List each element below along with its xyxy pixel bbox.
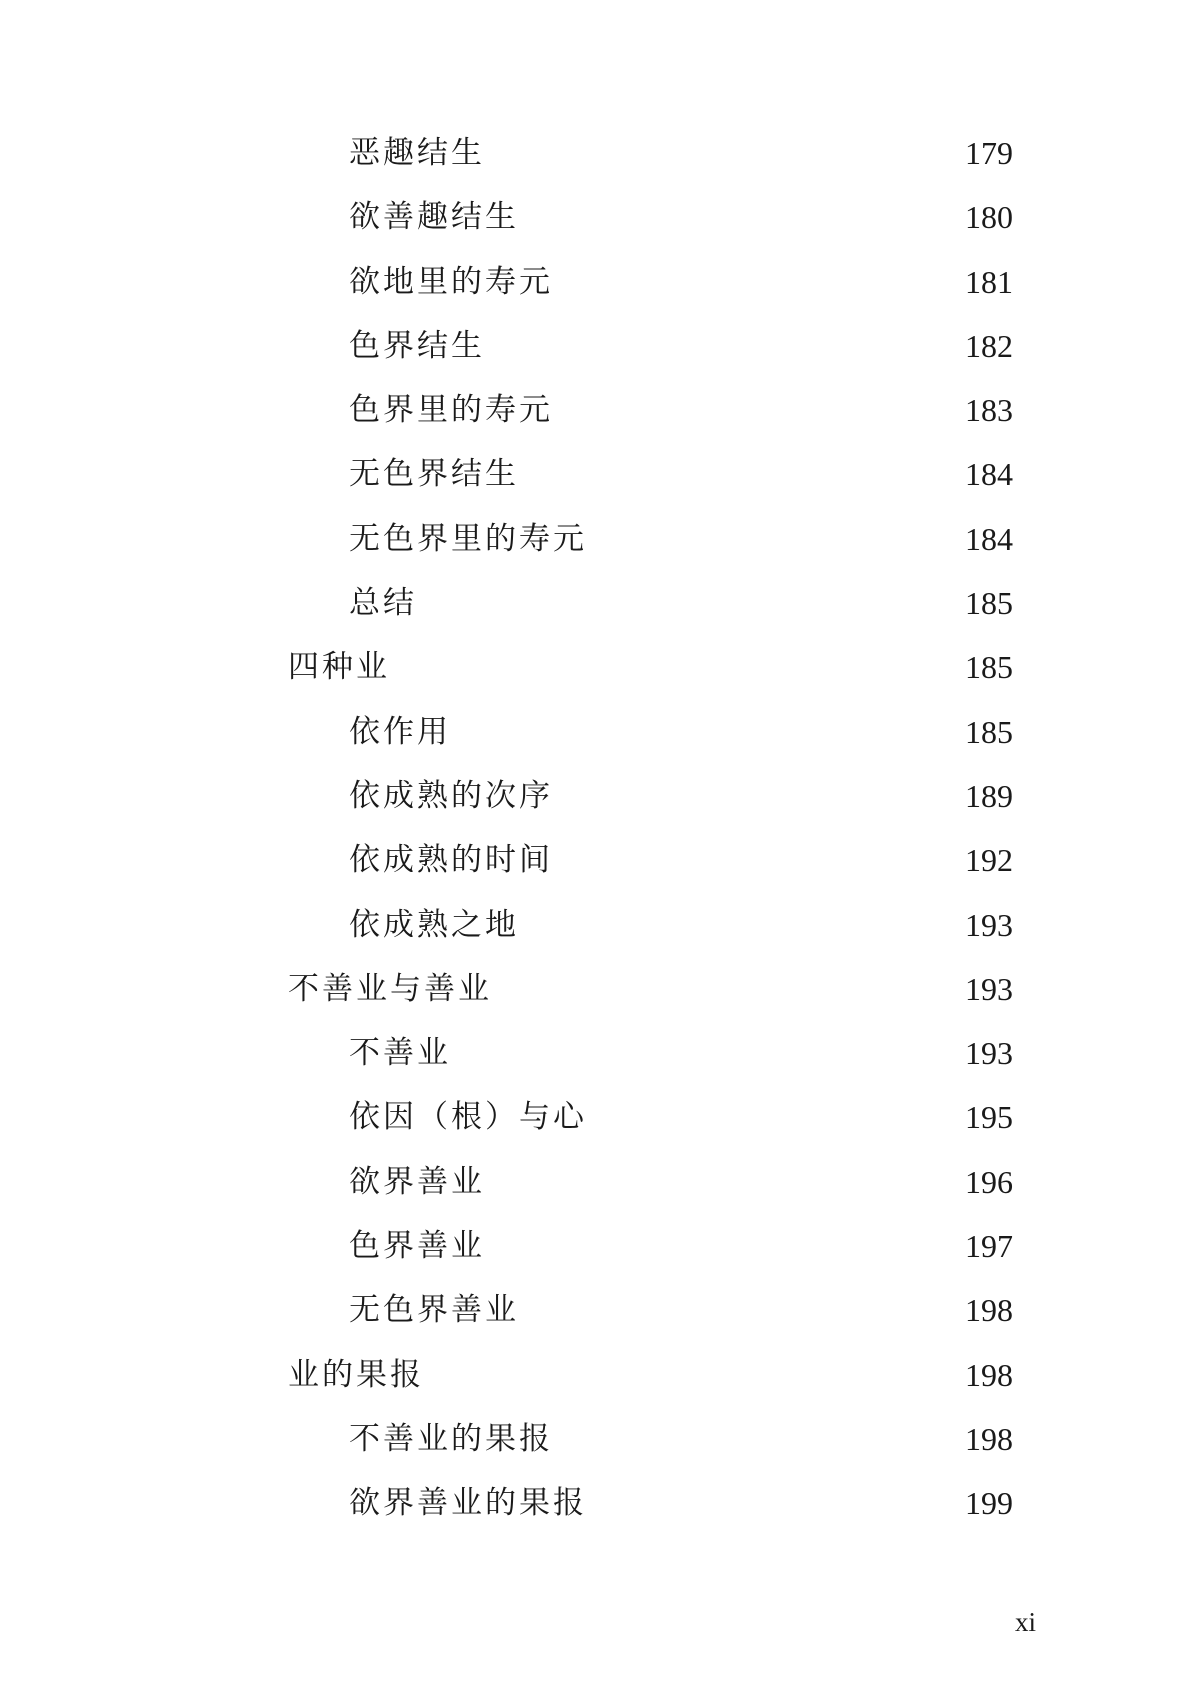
- toc-entry-title: 依成熟之地: [349, 906, 519, 943]
- toc-section-entry[interactable]: [0, 1355, 1191, 1419]
- toc-entry[interactable]: [0, 776, 1191, 840]
- toc-entry-title: 依成熟的时间: [349, 842, 553, 879]
- toc-entry-page: 192: [965, 842, 1013, 879]
- toc-entry-page: 181: [965, 263, 1013, 300]
- toc-entry[interactable]: [0, 519, 1191, 583]
- toc-entry-page: 185: [965, 585, 1013, 622]
- toc-entry-page: 199: [965, 1485, 1013, 1522]
- toc-entry[interactable]: [0, 712, 1191, 776]
- toc-entry-title: 欲地里的寿元: [349, 263, 553, 300]
- toc-entry-page: 189: [965, 777, 1013, 814]
- toc-entry[interactable]: [0, 1290, 1191, 1354]
- toc-entry[interactable]: [0, 1097, 1191, 1161]
- toc-entry-title: 依作用: [349, 713, 451, 750]
- toc-entry[interactable]: [0, 454, 1191, 518]
- toc-entry-title: 依成熟的次序: [349, 777, 553, 814]
- toc-entry[interactable]: [0, 1033, 1191, 1097]
- toc-entry-title: 色界结生: [349, 327, 485, 364]
- toc-entry-title: 欲界善业: [349, 1163, 485, 1200]
- page-number: xi: [1014, 1607, 1036, 1637]
- toc-entry-title: 欲界善业的果报: [349, 1485, 587, 1522]
- toc-entry-page: 198: [965, 1420, 1013, 1457]
- toc-entry-page: 198: [965, 1292, 1013, 1329]
- toc-section-title: 四种业: [288, 649, 390, 686]
- toc-entry[interactable]: [0, 1483, 1191, 1547]
- toc-entry-title: 无色界结生: [349, 456, 519, 493]
- toc-entry-title: 无色界善业: [349, 1292, 519, 1329]
- table-of-contents: [0, 133, 1191, 1548]
- toc-entry-page: 197: [965, 1228, 1013, 1265]
- toc-entry-page: 183: [965, 392, 1013, 429]
- toc-entry-title: 色界里的寿元: [349, 392, 553, 429]
- toc-entry-page: 185: [965, 713, 1013, 750]
- toc-section-title: 不善业与善业: [288, 970, 492, 1007]
- toc-entry[interactable]: [0, 133, 1191, 197]
- toc-section-entry[interactable]: [0, 969, 1191, 1033]
- toc-entry-title: 色界善业: [349, 1228, 485, 1265]
- toc-entry[interactable]: [0, 262, 1191, 326]
- toc-entry[interactable]: [0, 1162, 1191, 1226]
- toc-entry-page: 184: [965, 456, 1013, 493]
- toc-entry-page: 196: [965, 1163, 1013, 1200]
- toc-section-page: 185: [965, 649, 1013, 686]
- toc-section-entry[interactable]: [0, 647, 1191, 711]
- toc-entry[interactable]: [0, 1226, 1191, 1290]
- toc-entry-title: 不善业: [349, 1035, 451, 1072]
- toc-entry-page: 184: [965, 520, 1013, 557]
- toc-section-page: 193: [965, 970, 1013, 1007]
- toc-entry-title: 不善业的果报: [349, 1420, 553, 1457]
- toc-entry[interactable]: [0, 1419, 1191, 1483]
- toc-entry-title: 依因（根）与心: [349, 1099, 587, 1136]
- toc-entry-page: 179: [965, 135, 1013, 171]
- toc-entry[interactable]: [0, 905, 1191, 969]
- toc-entry[interactable]: [0, 583, 1191, 647]
- toc-section-title: 业的果报: [288, 1356, 424, 1393]
- toc-entry-page: 180: [965, 199, 1013, 236]
- toc-section-page: 198: [965, 1356, 1013, 1393]
- toc-entry-page: 193: [965, 906, 1013, 943]
- toc-entry[interactable]: [0, 197, 1191, 261]
- toc-entry-page: 182: [965, 327, 1013, 364]
- toc-entry-title: 恶趣结生: [349, 135, 485, 171]
- toc-entry-page: 193: [965, 1035, 1013, 1072]
- toc-entry[interactable]: [0, 840, 1191, 904]
- toc-entry[interactable]: [0, 390, 1191, 454]
- toc-entry-page: 195: [965, 1099, 1013, 1136]
- toc-entry[interactable]: [0, 326, 1191, 390]
- toc-entry-title: 欲善趣结生: [349, 199, 519, 236]
- toc-entry-title: 无色界里的寿元: [349, 520, 587, 557]
- toc-entry-title: 总结: [349, 585, 417, 622]
